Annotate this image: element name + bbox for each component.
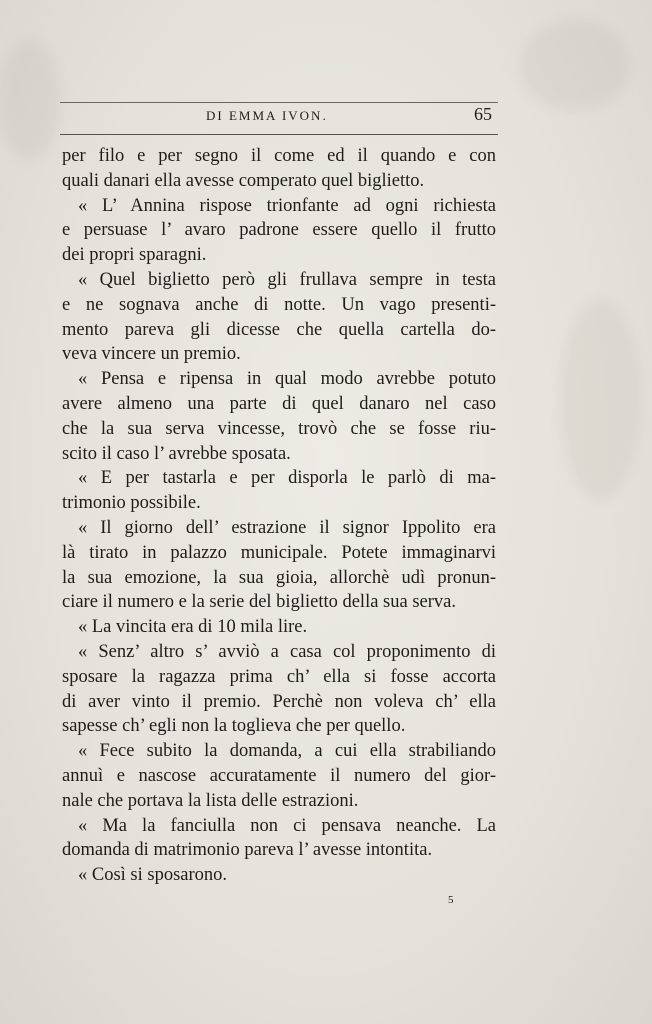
- text-line: avere almeno una parte di quel danaro nel caso: [62, 393, 496, 414]
- text-line: « Ma la fanciulla non ci pensava neanche. La: [78, 815, 496, 836]
- text-line: ciare il numero e la serie del biglietto della sua serva.: [62, 592, 456, 613]
- text-line: veva vincere un premio.: [62, 344, 241, 365]
- text-line: « Fece subito la domanda, a cui ella strabiliando: [78, 741, 496, 762]
- text-line: « E per tastarla e per disporla le parlò di ma-: [78, 468, 496, 489]
- text-line: dei propri sparagni.: [62, 245, 207, 266]
- text-line: « La vincita era di 10 mila lire.: [78, 617, 308, 638]
- text-line: per filo e per segno il come ed il quando e con: [62, 146, 496, 166]
- text-line: nale che portava la lista delle estrazioni.: [62, 790, 359, 811]
- running-title: DI EMMA IVON.: [206, 108, 328, 123]
- text-line: che la sua serva vincesse, trovò che se fosse riu-: [62, 418, 496, 439]
- text-line: « Quel biglietto però gli frullava sempre in testa: [78, 269, 496, 290]
- body-text: [62, 144, 496, 888]
- text-line: sapesse ch’ egli non la toglieva che per quello.: [62, 716, 406, 737]
- paper-stain: [560, 300, 640, 500]
- page-header: [60, 102, 498, 136]
- text-line: sposare la ragazza prima ch’ ella si fosse accorta: [62, 666, 496, 687]
- page-number: 65: [474, 104, 492, 124]
- text-line: scito il caso l’ avrebbe sposata.: [62, 443, 291, 464]
- text-line: la sua emozione, la sua gioia, allorchè udì pronun-: [62, 567, 496, 588]
- text-line: domanda di matrimonio pareva l’ avesse intontita.: [62, 840, 433, 861]
- text-line: annuì e nascose accuratamente il numero del gior-: [62, 765, 496, 786]
- signature-mark: 5: [448, 894, 454, 906]
- text-line: trimonio possibile.: [62, 493, 201, 514]
- paper-stain: [0, 40, 60, 160]
- text-line: quali danari ella avesse comperato quel biglietto.: [62, 170, 425, 191]
- text-line: « L’ Annina rispose trionfante ad ogni richiesta: [78, 195, 496, 216]
- text-line: di aver vinto il premio. Perchè non voleva ch’ ella: [62, 691, 496, 712]
- text-line: « Così si sposarono.: [78, 865, 228, 886]
- header-rule-top: [60, 102, 498, 103]
- header-rule-bottom: [60, 134, 498, 135]
- text-line: e ne sognava anche di notte. Un vago presenti-: [62, 294, 496, 315]
- text-line: là tirato in palazzo municipale. Potete immaginarvi: [62, 542, 496, 563]
- text-line: mento pareva gli dicesse che quella cartella do-: [62, 319, 496, 340]
- text-line: « Senz’ altro s’ avviò a casa col proponimento di: [78, 641, 496, 662]
- paper-stain: [520, 20, 630, 110]
- text-line: « Il giorno dell’ estrazione il signor Ippolito era: [78, 517, 496, 538]
- text-line: e persuase l’ avaro padrone essere quello il frutto: [62, 220, 496, 241]
- text-line: « Pensa e ripensa in qual modo avrebbe potuto: [78, 369, 496, 390]
